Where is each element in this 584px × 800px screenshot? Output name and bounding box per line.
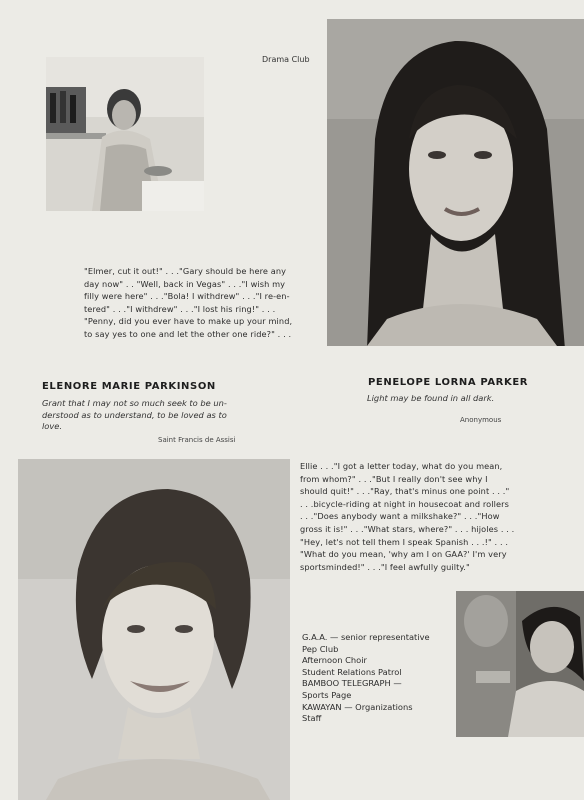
activity-item: KAWAYAN — Organizations (302, 701, 413, 712)
penelope-portrait (327, 19, 584, 346)
quote-line: should quit!" . . ."Ray, that's minus one point . . ." (300, 486, 510, 497)
quote-line: "Penny, did you ever have to make up your mind, (84, 316, 293, 327)
drama-club-photo (46, 57, 204, 211)
elenore-motto (42, 398, 227, 433)
activity-item: Afternoon Choir (302, 655, 367, 666)
activities-list (302, 632, 430, 725)
penelope-name: PENELOPE LORNA PARKER (368, 377, 529, 388)
quote-line: to say yes to one and let the other one ride?" . . . (84, 328, 292, 339)
quote-line: gross it is!" . . ."What stars, where?" . . . hijoles . . . (300, 523, 515, 534)
quote-line: "Hey, let's not tell them I speak Spanish . . .!" . . . (300, 536, 509, 547)
elenore-quotes (300, 460, 514, 573)
motto-line: derstood as to understand, to be loved as to (42, 409, 227, 420)
quote-line: . . ."Does anybody want a milkshake?" . . ."How (300, 511, 500, 522)
quote-line: from whom?" . . ."But I really don't see why I (300, 473, 488, 484)
quote-line: tered" . . ."I withdrew" . . ."I lost his ring!" . . . (84, 303, 276, 314)
quote-line: "Elmer, cut it out!" . . ."Gary should be here any (84, 266, 287, 276)
activity-item: BAMBOO TELEGRAPH — (302, 678, 402, 689)
motto-line: Grant that I may not so much seek to be un- (42, 398, 227, 408)
activity-item: Pep Club (302, 643, 339, 654)
quote-line: Ellie . . ."I got a letter today, what do you mean, (300, 461, 503, 471)
quote-line: filly were here" . . ."Bola! I withdrew" . . ."I re-en- (84, 291, 290, 302)
drama-club-caption: Drama Club (262, 55, 310, 64)
activity-item: Student Relations Patrol (302, 666, 402, 677)
motto-line: Light may be found in all dark. (367, 393, 495, 403)
penelope-motto-source: Anonymous (460, 416, 502, 424)
activity-item: Staff (302, 713, 322, 724)
elenore-portrait (18, 459, 290, 800)
activity-item: Sports Page (302, 689, 352, 700)
elenore-motto-source: Saint Francis de Assisi (158, 436, 236, 444)
motto-line: love. (42, 421, 63, 431)
penelope-quotes (84, 265, 292, 341)
penelope-motto (367, 393, 494, 405)
quote-line: day now" . . "Well, back in Vegas" . . ."I wish my (84, 278, 286, 289)
quote-line: sportsminded!" . . ."I feel awfully guilty." (300, 561, 470, 572)
activity-item: G.A.A. — senior representative (302, 632, 430, 642)
elenore-name: ELENORE MARIE PARKINSON (42, 381, 216, 392)
quote-line: "What do you mean, 'why am I on GAA?' I'm very (300, 549, 507, 560)
candid-photo (456, 591, 584, 737)
quote-line: . . .bicycle-riding at night in housecoat and rollers (300, 498, 510, 509)
